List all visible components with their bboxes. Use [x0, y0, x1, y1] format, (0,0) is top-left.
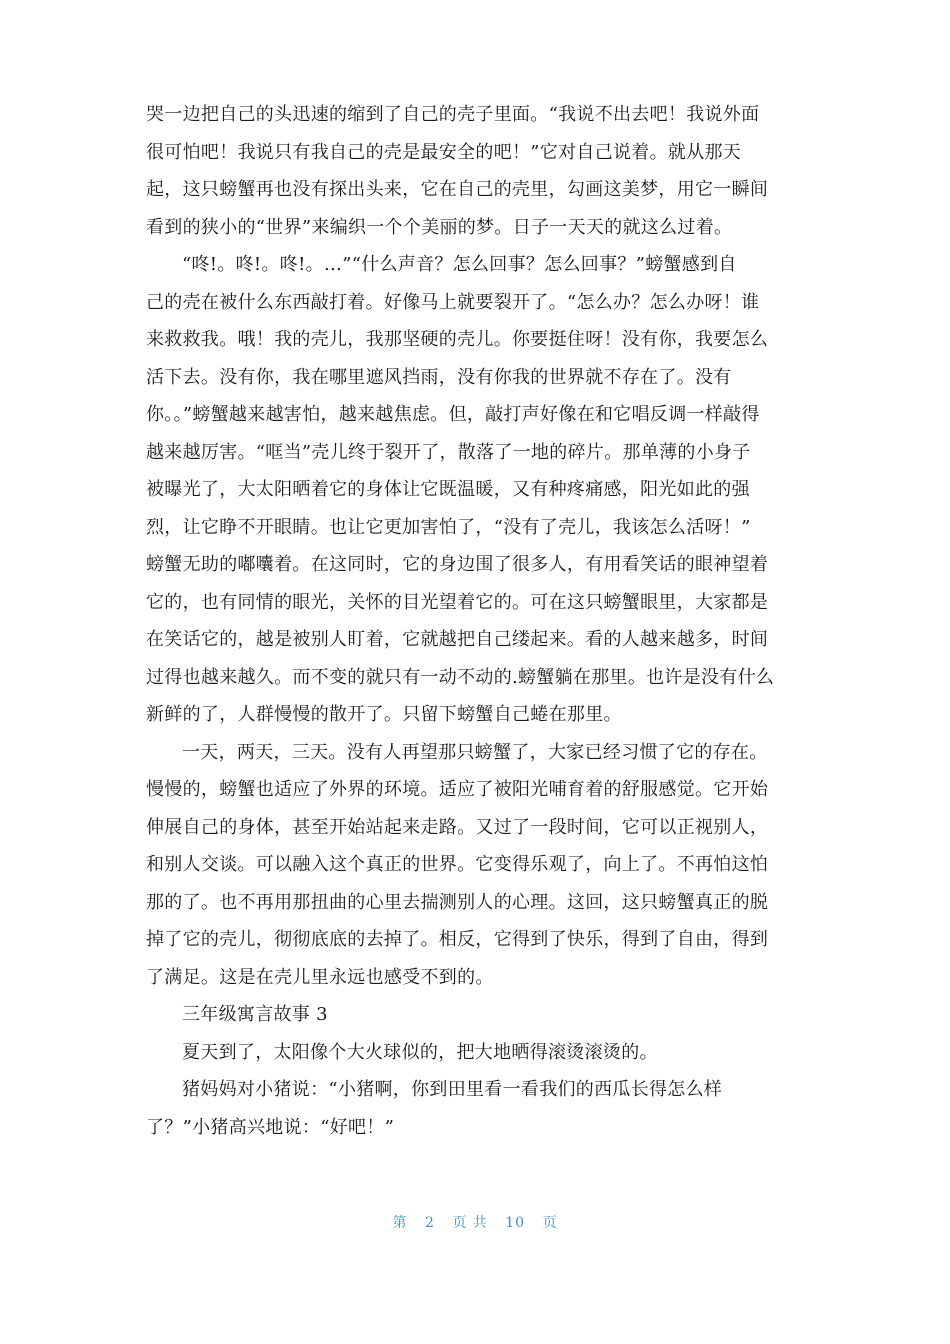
text-line: 和别人交谈。可以融入这个真正的世界。它变得乐观了，向上了。不再怕这怕 — [146, 854, 769, 875]
footer-suffix: 页 — [542, 1215, 558, 1231]
text-line: 伸展自己的身体，甚至开始站起来走路。又过了一段时间，它可以正视别人， — [146, 816, 769, 838]
text-line: 哭一边把自己的头迅速的缩到了自己的壳子里面。“我说不出去吧！我说外面 — [146, 104, 760, 125]
footer-current-page: 2 — [424, 1215, 435, 1231]
footer-prefix: 第 — [392, 1215, 408, 1231]
text-line: 新鲜的了，人群慢慢的散开了。只留下螃蟹自己蜷在那里。 — [146, 704, 622, 725]
text-line: 那的了。也不再用那扭曲的心里去揣测别人的心理。这回，这只螃蟹真正的脱 — [146, 891, 769, 913]
text-line: 一天，两天，三天。没有人再望那只螃蟹了，大家已经习惯了它的存在。 — [182, 741, 768, 763]
text-line: 掉了它的壳儿，彻彻底底的去掉了。相反，它得到了快乐，得到了自由，得到 — [146, 929, 769, 950]
text-line: 烈，让它睁不开眼睛。也让它更加害怕了，“没有了壳儿，我该怎么活呀！” — [146, 516, 751, 538]
text-line: 慢慢的，螃蟹也适应了外界的环境。适应了被阳光哺育着的舒服感觉。它开始 — [146, 779, 769, 800]
text-line: 己的壳在被什么东西敲打着。好像马上就要裂开了。“怎么办？怎么办呀！谁 — [146, 291, 760, 313]
text-line: 夏天到了，太阳像个大火球似的，把大地晒得滚烫滚烫的。 — [182, 1041, 658, 1063]
text-line: 被曝光了，大太阳晒着它的身体让它既温暖，又有种疼痛感，阳光如此的强 — [146, 479, 750, 500]
text-line: “咚!。咚!。咚!。…”“什么声音？怎么回事？怎么回事？”螃蟹感到自 — [182, 254, 737, 275]
footer-total-pages: 10 — [505, 1215, 526, 1231]
document-body — [146, 96, 806, 1146]
text-line: 活下去。没有你，我在哪里遮风挡雨，没有你我的世界就不存在了。没有 — [146, 366, 732, 388]
text-line: 螃蟹无助的嘟囔着。在这同时，它的身边围了很多人，有用看笑话的眼神望着 — [146, 554, 769, 575]
text-line: 它的，也有同情的眼光，关怀的目光望着它的。可在这只螃蟹眼里，大家都是 — [146, 591, 769, 613]
text-line: 了满足。这是在壳儿里永远也感受不到的。 — [146, 966, 494, 988]
text-line: 了？”小猪高兴地说：“好吧！” — [146, 1116, 395, 1138]
text-line: 起，这只螃蟹再也没有探出头来，它在自己的壳里，勾画这美梦，用它一瞬间 — [146, 179, 769, 200]
text-line: 在笑话它的，越是被别人盯着，它就越把自己缕起来。看的人越来越多，时间 — [146, 629, 769, 650]
text-line: 越来越厉害。“哐当”壳儿终于裂开了，散落了一地的碎片。那单薄的小身子 — [146, 441, 751, 463]
page-footer — [0, 1212, 950, 1232]
text-line: 看到的狭小的“世界”来编织一个个美丽的梦。日子一天天的就这么过着。 — [146, 216, 733, 238]
text-line: 你。。”螃蟹越来越害怕，越来越焦虑。但，敲打声好像在和它唱反调一样敲得 — [146, 404, 760, 425]
text-line: 过得也越来越久。而不变的就只有一动不动的.螃蟹躺在那里。也许是没有什么 — [146, 666, 775, 688]
footer-middle: 页 共 — [452, 1215, 488, 1231]
text-line: 来救救我。哦！我的壳儿，我那坚硬的壳儿。你要挺住呀！没有你，我要怎么 — [146, 329, 769, 350]
text-line: 三年级寓言故事 3 — [182, 1004, 328, 1025]
text-line: 猪妈妈对小猪说：“小猪啊，你到田里看一看我们的西瓜长得怎么样 — [182, 1079, 723, 1100]
text-line: 很可怕吧！我说只有我自己的壳是最安全的吧！”它对自己说着。就从那天 — [146, 141, 742, 163]
